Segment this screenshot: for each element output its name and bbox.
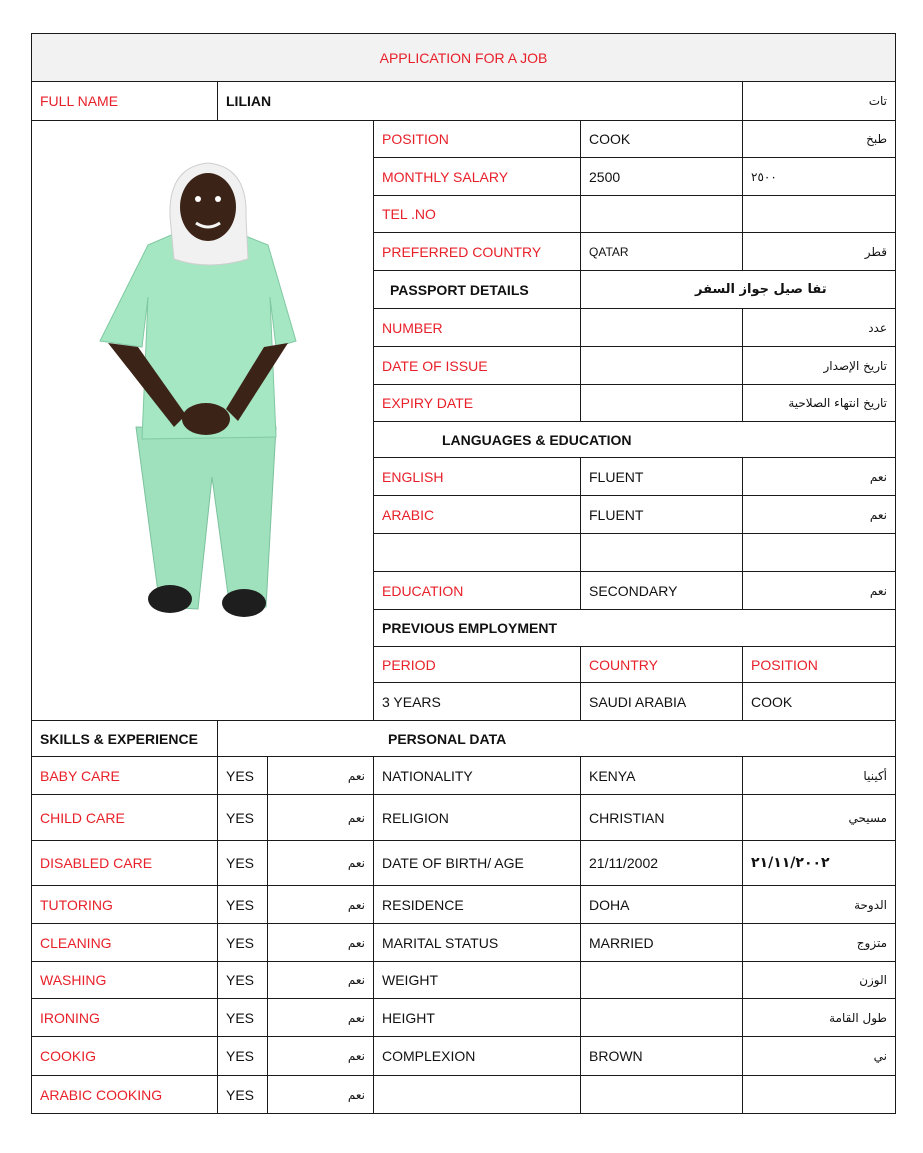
period-column: PERIOD: [374, 647, 581, 683]
skill-label: TUTORING: [32, 886, 218, 924]
issue-date-value: [581, 347, 743, 385]
skill-label: CLEANING: [32, 924, 218, 962]
skill-yes: YES: [218, 1076, 268, 1114]
personal-label: DATE OF BIRTH/ AGE: [374, 841, 581, 886]
personal-value: [581, 962, 743, 999]
passport-number-value: [581, 309, 743, 347]
tel-ar: [743, 196, 896, 233]
passport-number-label: NUMBER: [374, 309, 581, 347]
table-row: [32, 999, 896, 1037]
full-name-label: FULL NAME: [32, 82, 218, 121]
blank-ar: [743, 534, 896, 572]
personal-ar: الدوحة: [743, 886, 896, 924]
title-row: [32, 34, 896, 82]
employment-period: 3 YEARS: [374, 683, 581, 721]
photo-cell: [32, 121, 374, 721]
table-row: [32, 962, 896, 999]
position-label: POSITION: [374, 121, 581, 158]
skill-yes-ar: نعم: [268, 962, 374, 999]
expiry-date-ar: تاريخ انتهاء الصلاحية: [743, 385, 896, 422]
right-shoe: [222, 589, 266, 617]
section-header-row: [32, 721, 896, 757]
expiry-date-value: [581, 385, 743, 422]
education-ar: نعم: [743, 572, 896, 610]
passport-number-ar: عدد: [743, 309, 896, 347]
employment-position: COOK: [743, 683, 896, 721]
left-shoe: [148, 585, 192, 613]
country-ar: قطر: [743, 233, 896, 271]
skill-yes-ar: نعم: [268, 886, 374, 924]
skill-yes-ar: نعم: [268, 757, 374, 795]
skill-label: BABY CARE: [32, 757, 218, 795]
country-label: PREFERRED COUNTRY: [374, 233, 581, 271]
full-name-ar: تات: [743, 82, 896, 121]
skill-yes-ar: نعم: [268, 795, 374, 841]
arabic-label: ARABIC: [374, 496, 581, 534]
english-label: ENGLISH: [374, 458, 581, 496]
skill-yes: YES: [218, 924, 268, 962]
personal-label: WEIGHT: [374, 962, 581, 999]
skill-label: ARABIC COOKING: [32, 1076, 218, 1114]
position-value: COOK: [581, 121, 743, 158]
trousers: [136, 427, 276, 609]
skill-yes: YES: [218, 757, 268, 795]
applicant-photo: [98, 147, 308, 627]
full-name-row: [32, 82, 896, 121]
education-value: SECONDARY: [581, 572, 743, 610]
english-ar: نعم: [743, 458, 896, 496]
personal-label: NATIONALITY: [374, 757, 581, 795]
position-column: POSITION: [743, 647, 896, 683]
personal-header: PERSONAL DATA: [218, 721, 896, 757]
job-row: [32, 121, 896, 158]
table-row: [32, 1076, 896, 1114]
personal-label: RELIGION: [374, 795, 581, 841]
personal-value: 21/11/2002: [581, 841, 743, 886]
full-name-value: LILIAN: [218, 82, 743, 121]
personal-value: CHRISTIAN: [581, 795, 743, 841]
skill-label: COOKIG: [32, 1037, 218, 1076]
personal-label: MARITAL STATUS: [374, 924, 581, 962]
personal-ar: [743, 1076, 896, 1114]
personal-label: COMPLEXION: [374, 1037, 581, 1076]
tel-value: [581, 196, 743, 233]
position-ar: طبخ: [743, 121, 896, 158]
country-column: COUNTRY: [581, 647, 743, 683]
languages-header: LANGUAGES & EDUCATION: [374, 422, 896, 458]
right-eye: [215, 196, 221, 202]
arabic-value: FLUENT: [581, 496, 743, 534]
salary-ar: ٢٥٠٠: [743, 158, 896, 196]
page-title: APPLICATION FOR A JOB: [32, 34, 896, 82]
personal-ar: متزوج: [743, 924, 896, 962]
skill-yes: YES: [218, 841, 268, 886]
skill-yes: YES: [218, 795, 268, 841]
personal-ar: أكينيا: [743, 757, 896, 795]
table-row: [32, 886, 896, 924]
education-label: EDUCATION: [374, 572, 581, 610]
skill-yes-ar: نعم: [268, 924, 374, 962]
skill-label: WASHING: [32, 962, 218, 999]
left-eye: [195, 196, 201, 202]
table-row: [32, 757, 896, 795]
skill-yes: YES: [218, 1037, 268, 1076]
arabic-ar: نعم: [743, 496, 896, 534]
tel-label: TEL .NO: [374, 196, 581, 233]
personal-ar: ني: [743, 1037, 896, 1076]
salary-value: 2500: [581, 158, 743, 196]
skill-label: CHILD CARE: [32, 795, 218, 841]
personal-label: HEIGHT: [374, 999, 581, 1037]
personal-value: KENYA: [581, 757, 743, 795]
expiry-date-label: EXPIRY DATE: [374, 385, 581, 422]
country-value: QATAR: [581, 233, 743, 271]
skill-yes: YES: [218, 886, 268, 924]
employment-country: SAUDI ARABIA: [581, 683, 743, 721]
personal-ar: الوزن: [743, 962, 896, 999]
employment-header: PREVIOUS EMPLOYMENT: [374, 610, 896, 647]
personal-ar: ٢١/١١/٢٠٠٢: [743, 841, 896, 886]
table-row: [32, 1037, 896, 1076]
personal-label: [374, 1076, 581, 1114]
personal-label: RESIDENCE: [374, 886, 581, 924]
table-row: [32, 841, 896, 886]
skill-yes-ar: نعم: [268, 841, 374, 886]
personal-ar: طول القامة: [743, 999, 896, 1037]
skill-yes-ar: نعم: [268, 1037, 374, 1076]
personal-value: MARRIED: [581, 924, 743, 962]
blank-label: [374, 534, 581, 572]
passport-header: PASSPORT DETAILS: [374, 271, 581, 309]
skill-yes-ar: نعم: [268, 1076, 374, 1114]
face: [180, 173, 236, 241]
skill-yes: YES: [218, 999, 268, 1037]
salary-label: MONTHLY SALARY: [374, 158, 581, 196]
passport-header-ar: تفا صيل جواز السفر: [581, 271, 896, 309]
english-value: FLUENT: [581, 458, 743, 496]
skill-yes: YES: [218, 962, 268, 999]
skill-yes-ar: نعم: [268, 999, 374, 1037]
personal-value: [581, 999, 743, 1037]
personal-value: BROWN: [581, 1037, 743, 1076]
issue-date-label: DATE OF ISSUE: [374, 347, 581, 385]
personal-value: DOHA: [581, 886, 743, 924]
table-row: [32, 795, 896, 841]
personal-ar: مسيحي: [743, 795, 896, 841]
application-form: [31, 33, 896, 1114]
blank-value: [581, 534, 743, 572]
skill-label: DISABLED CARE: [32, 841, 218, 886]
table-row: [32, 924, 896, 962]
skills-header: SKILLS & EXPERIENCE: [32, 721, 218, 757]
skill-label: IRONING: [32, 999, 218, 1037]
personal-value: [581, 1076, 743, 1114]
hands: [182, 403, 230, 435]
issue-date-ar: تاريخ الإصدار: [743, 347, 896, 385]
